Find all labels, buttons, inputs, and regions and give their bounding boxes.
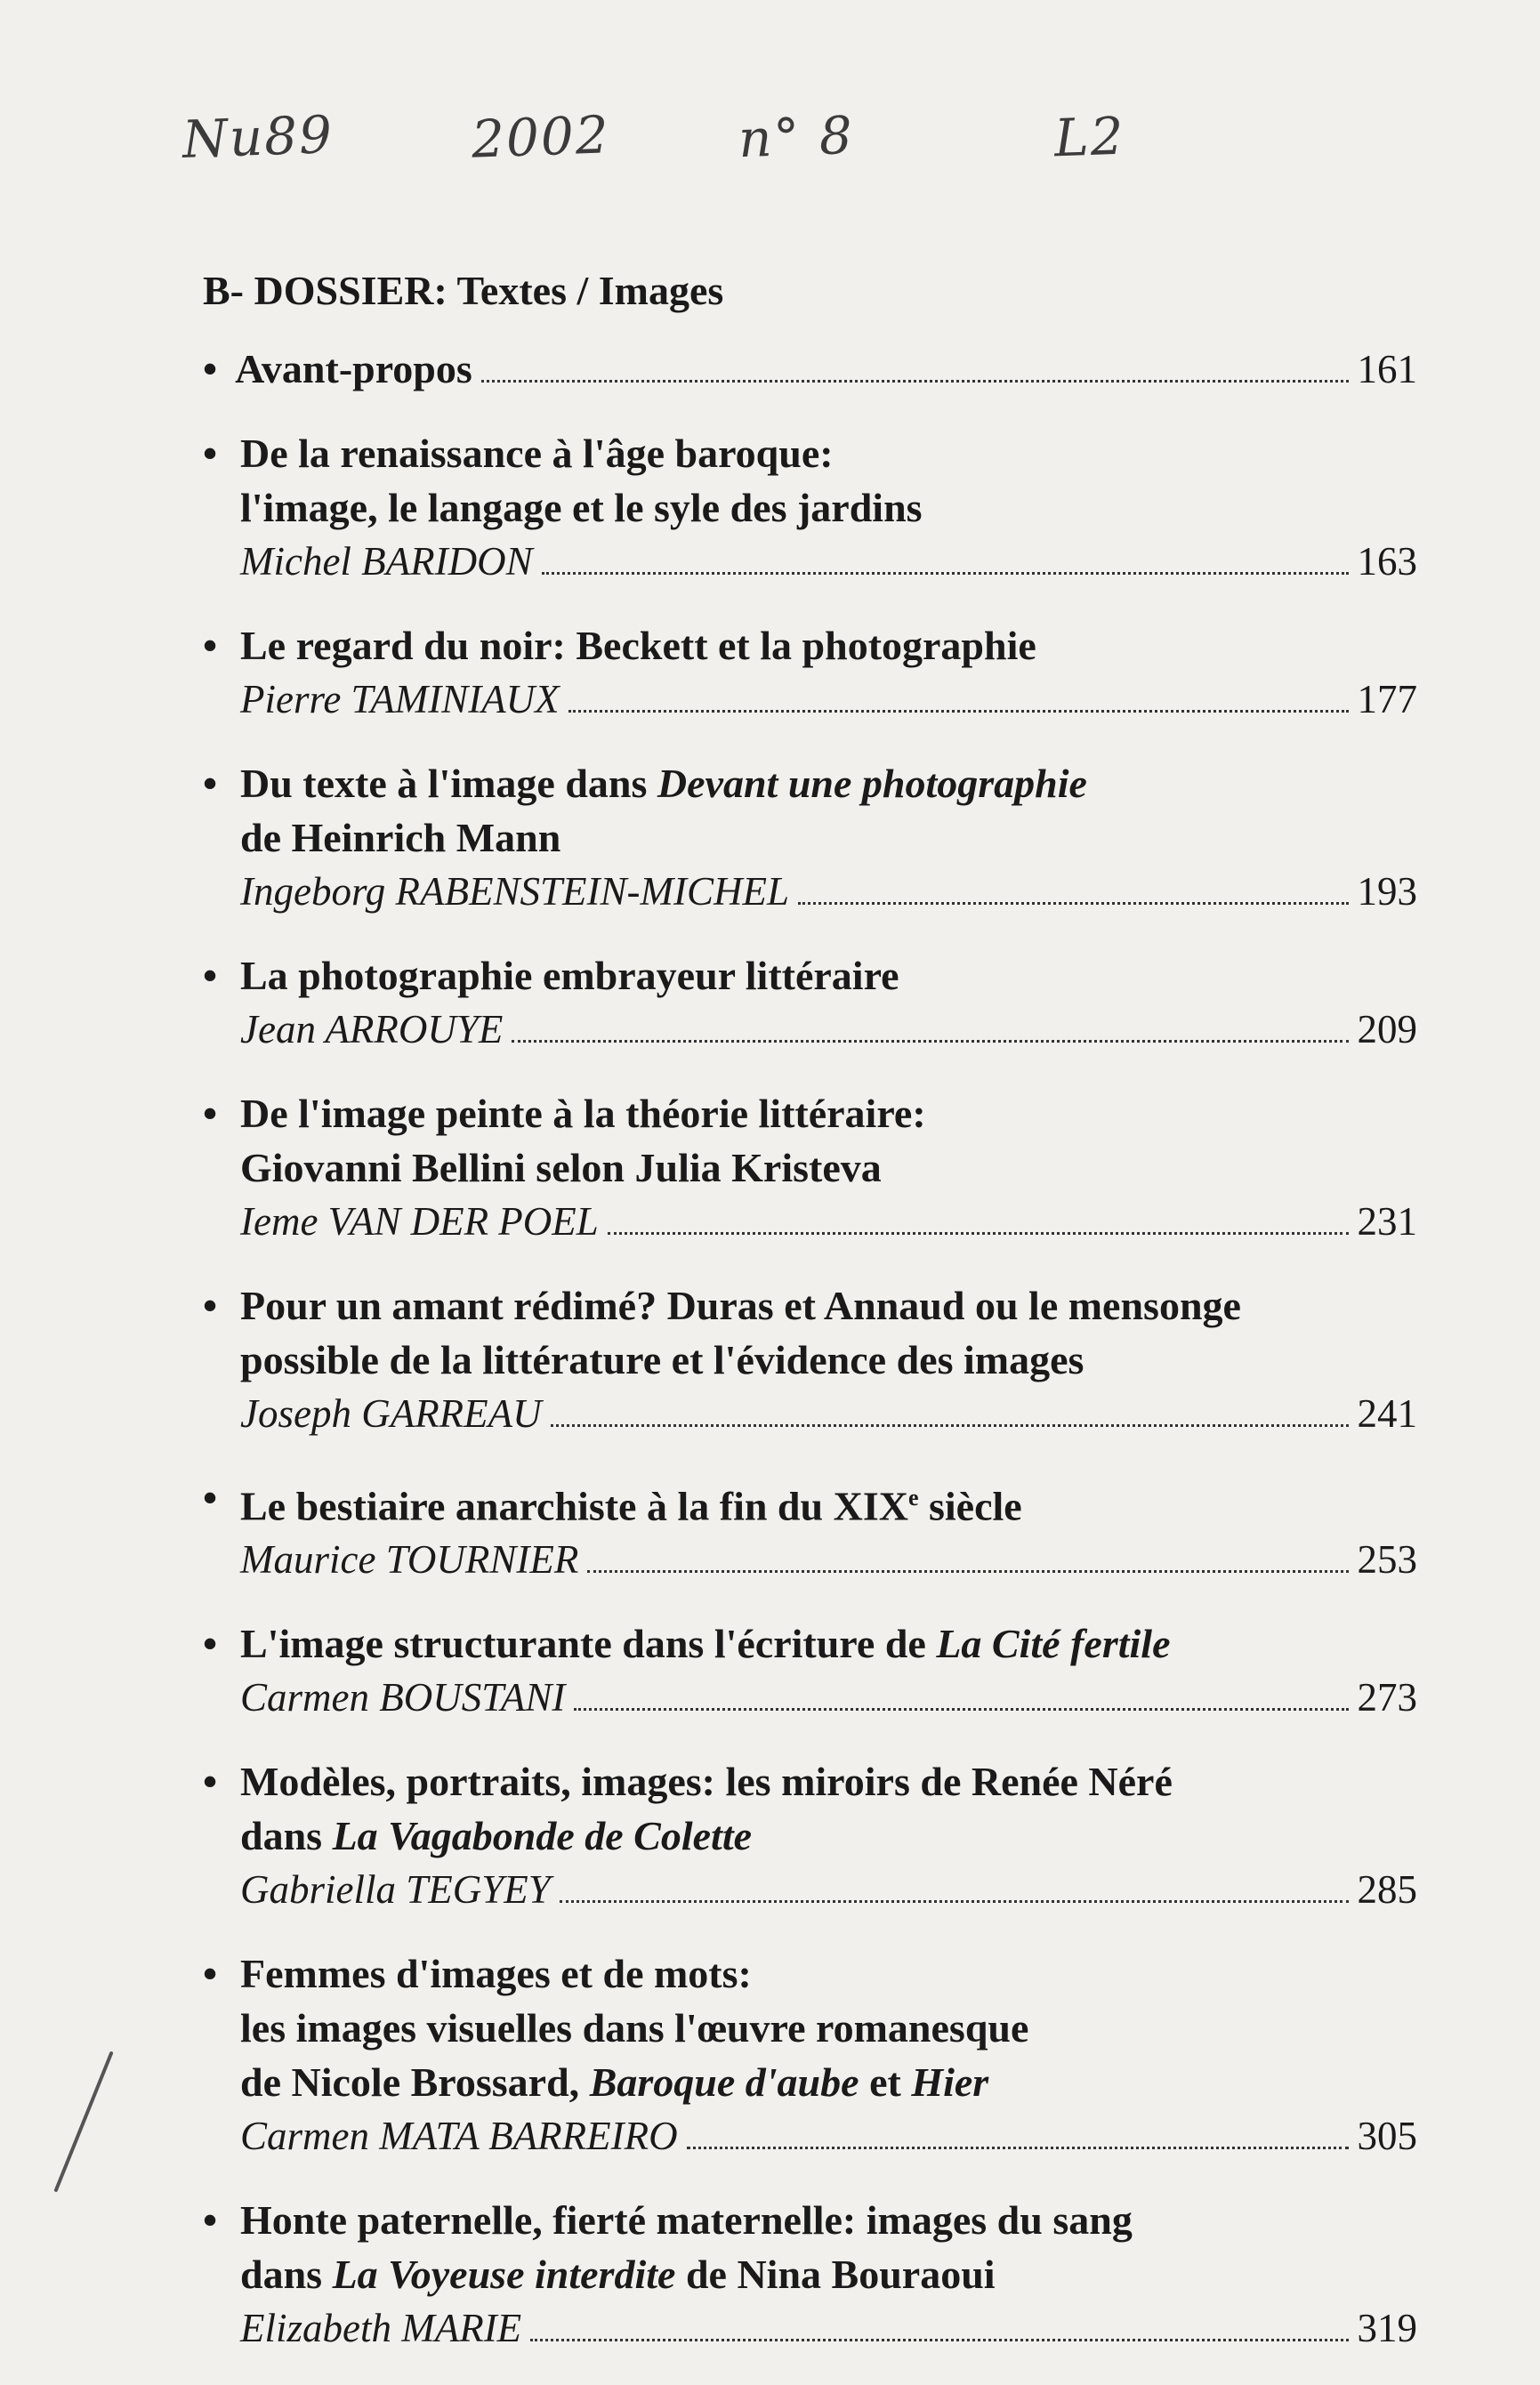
entry-title: l'image, le langage et le syle des jardins: [240, 485, 923, 530]
entry-author: Ingeborg RABENSTEIN-MICHEL: [240, 869, 790, 914]
bullet-icon: •: [203, 1951, 218, 1997]
entry-title: • De l'image peinte à la théorie littéraire:: [203, 1086, 1417, 1140]
page-number: 231: [1357, 1199, 1417, 1244]
dot-leader: [568, 709, 1349, 713]
entry-title: • Le regard du noir: Beckett et la photographie: [203, 618, 1417, 673]
entry-title: possible de la littérature et l'évidence des images: [240, 1337, 1084, 1382]
entry-title: • Le bestiaire anarchiste à la fin du XIXe siècle: [203, 1470, 1417, 1533]
page-number: 209: [1357, 1007, 1417, 1051]
toc-entry[interactable]: [203, 426, 1417, 588]
bullet-icon: •: [203, 431, 218, 476]
entry-title: Giovanni Bellini selon Julia Kristeva: [240, 1145, 882, 1190]
bullet-icon: •: [203, 623, 218, 668]
bullet-icon: •: [203, 1475, 218, 1520]
handwritten-note: n° 8: [737, 104, 855, 170]
entry-title: • L'image structurante dans l'écriture de La Cité fertile: [203, 1616, 1417, 1671]
table-of-contents: [203, 342, 1417, 2385]
entry-author: Pierre TAMINIAUX: [240, 677, 560, 721]
dot-leader: [542, 571, 1349, 575]
entry-title: les images visuelles dans l'œuvre romanesque: [240, 2005, 1029, 2051]
dot-leader: [512, 1039, 1348, 1043]
handwritten-note: 2002: [470, 104, 611, 170]
entry-title: • Femmes d'images et de mots:: [203, 1946, 1417, 2001]
entry-author: Jean ARROUYE: [240, 1007, 504, 1051]
entry-author: Carmen MATA BARREIRO: [240, 2114, 678, 2159]
page-number: 305: [1357, 2114, 1417, 2159]
dot-leader: [574, 1707, 1348, 1711]
dot-leader: [798, 901, 1348, 905]
page-number: 193: [1357, 869, 1417, 914]
entry-title: dans La Vagabonde de Colette: [240, 1813, 753, 1859]
page-number: 241: [1357, 1391, 1417, 1436]
pen-stroke: [53, 2051, 113, 2192]
toc-entry[interactable]: [203, 1946, 1417, 2163]
dot-leader: [551, 1423, 1349, 1427]
page-number: 285: [1357, 1867, 1417, 1913]
handwritten-note: Nu89: [181, 104, 335, 170]
dot-leader: [530, 2338, 1348, 2341]
entry-title: Avant-propos: [235, 346, 472, 391]
entry-title: • De la renaissance à l'âge baroque:: [203, 426, 1417, 480]
bullet-icon: •: [203, 761, 218, 806]
entry-author: Carmen BOUSTANI: [240, 1675, 566, 1720]
entry-title: de Heinrich Mann: [240, 815, 561, 860]
bullet-icon: •: [203, 1759, 218, 1805]
entry-title: • La photographie embrayeur littéraire: [203, 948, 1417, 1003]
toc-entry[interactable]: [203, 948, 1417, 1056]
entry-title: • Modèles, portraits, images: les miroirs de Renée Néré: [203, 1754, 1417, 1809]
page-number: 177: [1357, 677, 1417, 721]
page-number: 161: [1357, 347, 1417, 391]
page-number: 273: [1357, 1675, 1417, 1720]
page-number: 253: [1357, 1537, 1417, 1583]
bullet-icon: •: [203, 346, 218, 391]
entry-author: Joseph GARREAU: [240, 1391, 542, 1436]
toc-entry[interactable]: [203, 1616, 1417, 1724]
entry-author: Michel BARIDON: [240, 539, 533, 584]
toc-entry[interactable]: [203, 2193, 1417, 2355]
toc-entry[interactable]: [203, 618, 1417, 726]
bullet-icon: •: [203, 1283, 218, 1328]
entry-author: Ieme VAN DER POEL: [240, 1199, 599, 1244]
bullet-icon: •: [203, 1091, 218, 1136]
entry-title: de Nicole Brossard, Baroque d'aube et Hier: [240, 2059, 989, 2106]
bullet-icon: •: [203, 953, 218, 998]
page-number: 319: [1357, 2306, 1417, 2351]
toc-entry[interactable]: [203, 1470, 1417, 1586]
toc-entry[interactable]: [203, 342, 1417, 396]
entry-title: • Pour un amant rédimé? Duras et Annaud ou le mensonge: [203, 1278, 1417, 1333]
bullet-icon: •: [203, 2197, 218, 2244]
entry-title: • Honte paternelle, fierté maternelle: images du sang: [203, 2193, 1417, 2247]
entry-author: Elizabeth MARIE: [240, 2306, 522, 2351]
dot-leader: [608, 1231, 1349, 1235]
dot-leader: [560, 1899, 1349, 1903]
toc-entry[interactable]: [203, 1754, 1417, 1916]
toc-entry[interactable]: [203, 1086, 1417, 1248]
entry-title: • Du texte à l'image dans Devant une photographie: [203, 756, 1417, 810]
section-title: B- DOSSIER: Textes / Images: [203, 268, 724, 313]
page-number: 163: [1357, 539, 1417, 584]
handwritten-note: L2: [1052, 105, 1126, 169]
entry-author: Gabriella TEGYEY: [240, 1867, 551, 1913]
dot-leader: [687, 2146, 1349, 2149]
entry-title: dans La Voyeuse interdite de Nina Bouraoui: [240, 2252, 996, 2298]
dot-leader: [587, 1569, 1348, 1573]
entry-author: Maurice TOURNIER: [240, 1537, 579, 1583]
toc-entry[interactable]: [203, 1278, 1417, 1440]
dot-leader: [481, 379, 1349, 383]
bullet-icon: •: [203, 1621, 218, 1667]
toc-entry[interactable]: [203, 756, 1417, 918]
